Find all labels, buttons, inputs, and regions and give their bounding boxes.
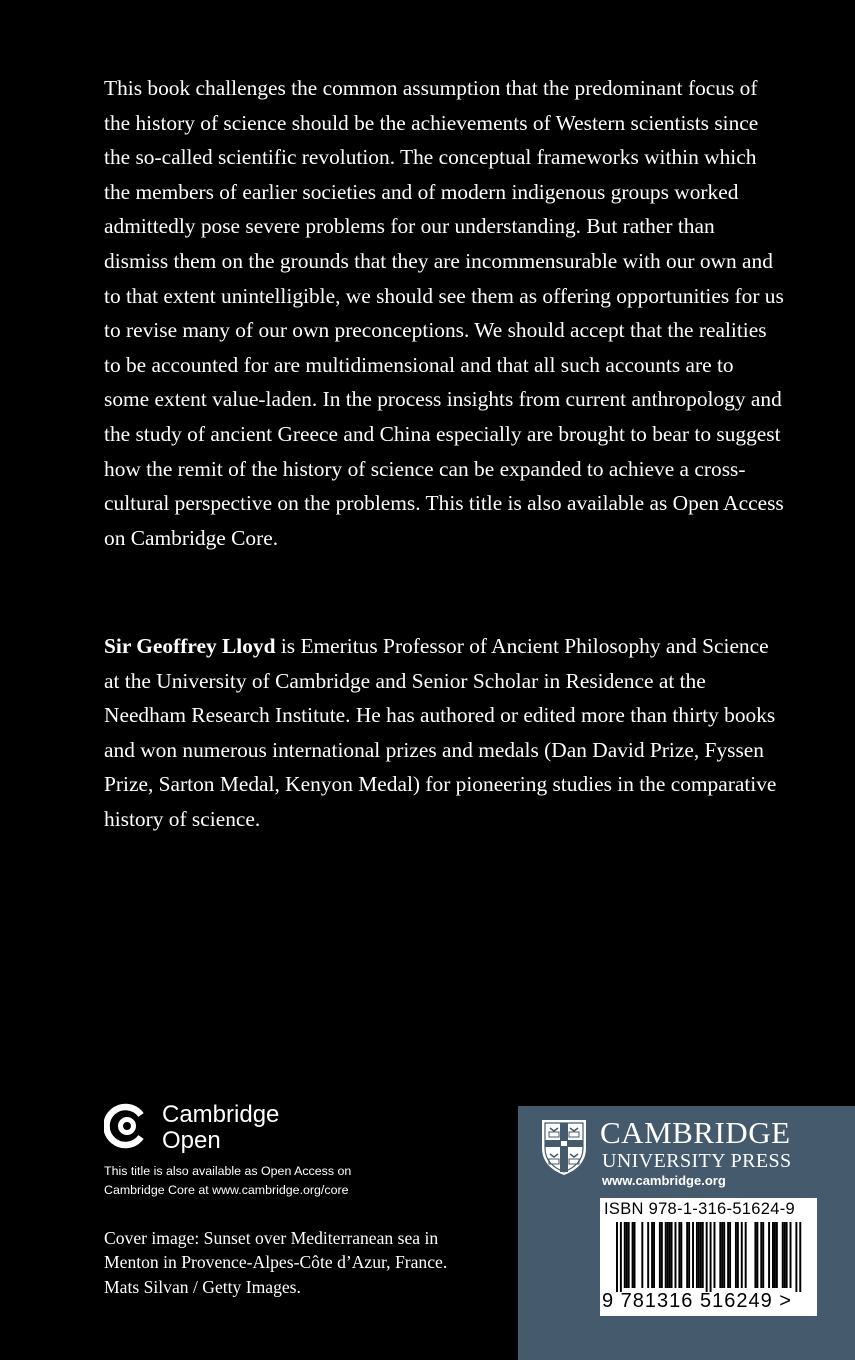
barcode-bar <box>671 1222 673 1288</box>
barcode-bar <box>632 1222 634 1288</box>
barcode-bar <box>772 1222 774 1288</box>
barcode-bar <box>790 1222 792 1288</box>
barcode-bar <box>706 1222 708 1292</box>
barcode-bar <box>700 1222 702 1288</box>
barcode-bar <box>754 1222 756 1288</box>
university-crest-icon <box>540 1118 588 1176</box>
barcode-bar <box>626 1222 628 1288</box>
isbn-barcode <box>600 1198 817 1316</box>
barcode-bar <box>719 1222 721 1288</box>
barcode-bar <box>653 1222 655 1288</box>
barcode-bar <box>692 1222 694 1288</box>
cambridge-open-logo <box>104 1100 364 1160</box>
press-subtitle: UNIVERSITY PRESS <box>602 1150 792 1172</box>
barcode-bars <box>600 1222 817 1292</box>
barcode-bar <box>741 1222 743 1288</box>
cambridge-open-icon <box>104 1103 150 1149</box>
barcode-bar <box>729 1222 731 1288</box>
open-access-note: This title is also available as Open Access on Cambridge Core at www.cambridge.org/core <box>104 1164 352 1197</box>
barcode-bar <box>721 1222 723 1288</box>
isbn-label: ISBN 978-1-316-51624-9 <box>604 1200 795 1218</box>
press-name: CAMBRIDGE <box>600 1115 791 1150</box>
cover-image-credit: Cover image: Sunset over Mediterranean sea in Menton in Provence-Alpes-Côte d’Azur, France. Mats Silvan / Getty Images. <box>104 1228 448 1297</box>
barcode-bar <box>667 1222 669 1288</box>
barcode-bar <box>710 1222 712 1292</box>
barcode-bar <box>616 1222 618 1292</box>
barcode-bar <box>696 1222 698 1288</box>
barcode-bar <box>647 1222 649 1288</box>
barcode-bar <box>624 1222 626 1288</box>
barcode-bar <box>680 1222 682 1288</box>
barcode-bar <box>669 1222 671 1288</box>
barcode-bar <box>795 1222 797 1292</box>
barcode-bar <box>782 1222 784 1288</box>
barcode-bar <box>784 1222 786 1288</box>
barcode-bar <box>756 1222 758 1288</box>
barcode-bar <box>799 1222 801 1292</box>
publisher-panel <box>518 1106 855 1360</box>
barcode-bar <box>678 1222 680 1288</box>
barcode-bar <box>675 1222 677 1288</box>
barcode-bar <box>774 1222 776 1288</box>
isbn-digits: 9 781316 516249 > <box>602 1290 792 1312</box>
barcode-bar <box>714 1222 716 1288</box>
author-name: Sir Geoffrey Lloyd <box>104 634 276 658</box>
barcode-bar <box>698 1222 700 1288</box>
barcode-bar <box>628 1222 630 1288</box>
cambridge-open-wordmark-line1: Cambridge <box>162 1101 280 1128</box>
press-url: www.cambridge.org <box>602 1173 726 1188</box>
barcode-bar <box>659 1222 661 1288</box>
author-bio <box>104 629 784 837</box>
barcode-bar <box>688 1222 690 1288</box>
barcode-bar <box>762 1222 764 1288</box>
author-bio-text: is Emeritus Professor of Ancient Philosophy and Science at the University of Cambridge and Senior Scholar in Residence at the Needham Research Institute. He has authored or edited more than thirty books and won numerous international prizes and medals (Dan David Prize, Fyssen Prize, Sarton Medal, Kenyon Medal) for pioneering studies in the comparative history of science. <box>104 634 777 831</box>
barcode-bar <box>786 1222 788 1288</box>
barcode-bar <box>634 1222 636 1288</box>
barcode-bar <box>641 1222 643 1288</box>
barcode-bar <box>702 1222 704 1288</box>
barcode-bar <box>776 1222 778 1288</box>
barcode-bar <box>620 1222 622 1292</box>
barcode-bar <box>686 1222 688 1288</box>
barcode-bar <box>760 1222 762 1288</box>
book-blurb: This book challenges the common assumption that the predominant focus of the history of science should be the achievements of Western scientists since the so-called scientific revolution. The conceptual frameworks within which the members of earlier societies and of modern indigenous groups worked admittedly pose severe problems for our understanding. But rather than dismiss them on the grounds that they are incommensurable with our own and to that extent unintelligible, we should see them as offering opportunities for us to revise many of our own preconceptions. We should accept that the realities to be accounted for are multidimensional and that all such accounts are to some extent value-laden. In the process insights from current anthropology and the study of ancient Greece and China especially are brought to bear to suggest how the remit of the history of science can be expanded to achieve a cross-cultural perspective on the problems. This title is also available as Open Access on Cambridge Core. <box>104 76 784 550</box>
barcode-bar <box>737 1222 739 1288</box>
cambridge-open-wordmark-line2: Open <box>162 1127 221 1154</box>
barcode-bar <box>727 1222 729 1288</box>
barcode-bar <box>665 1222 667 1288</box>
barcode-bar <box>661 1222 663 1288</box>
barcode-bar <box>745 1222 747 1288</box>
barcode-bar <box>735 1222 737 1288</box>
barcode-bar <box>723 1222 725 1288</box>
barcode-bar <box>768 1222 770 1288</box>
barcode-bar <box>651 1222 653 1288</box>
